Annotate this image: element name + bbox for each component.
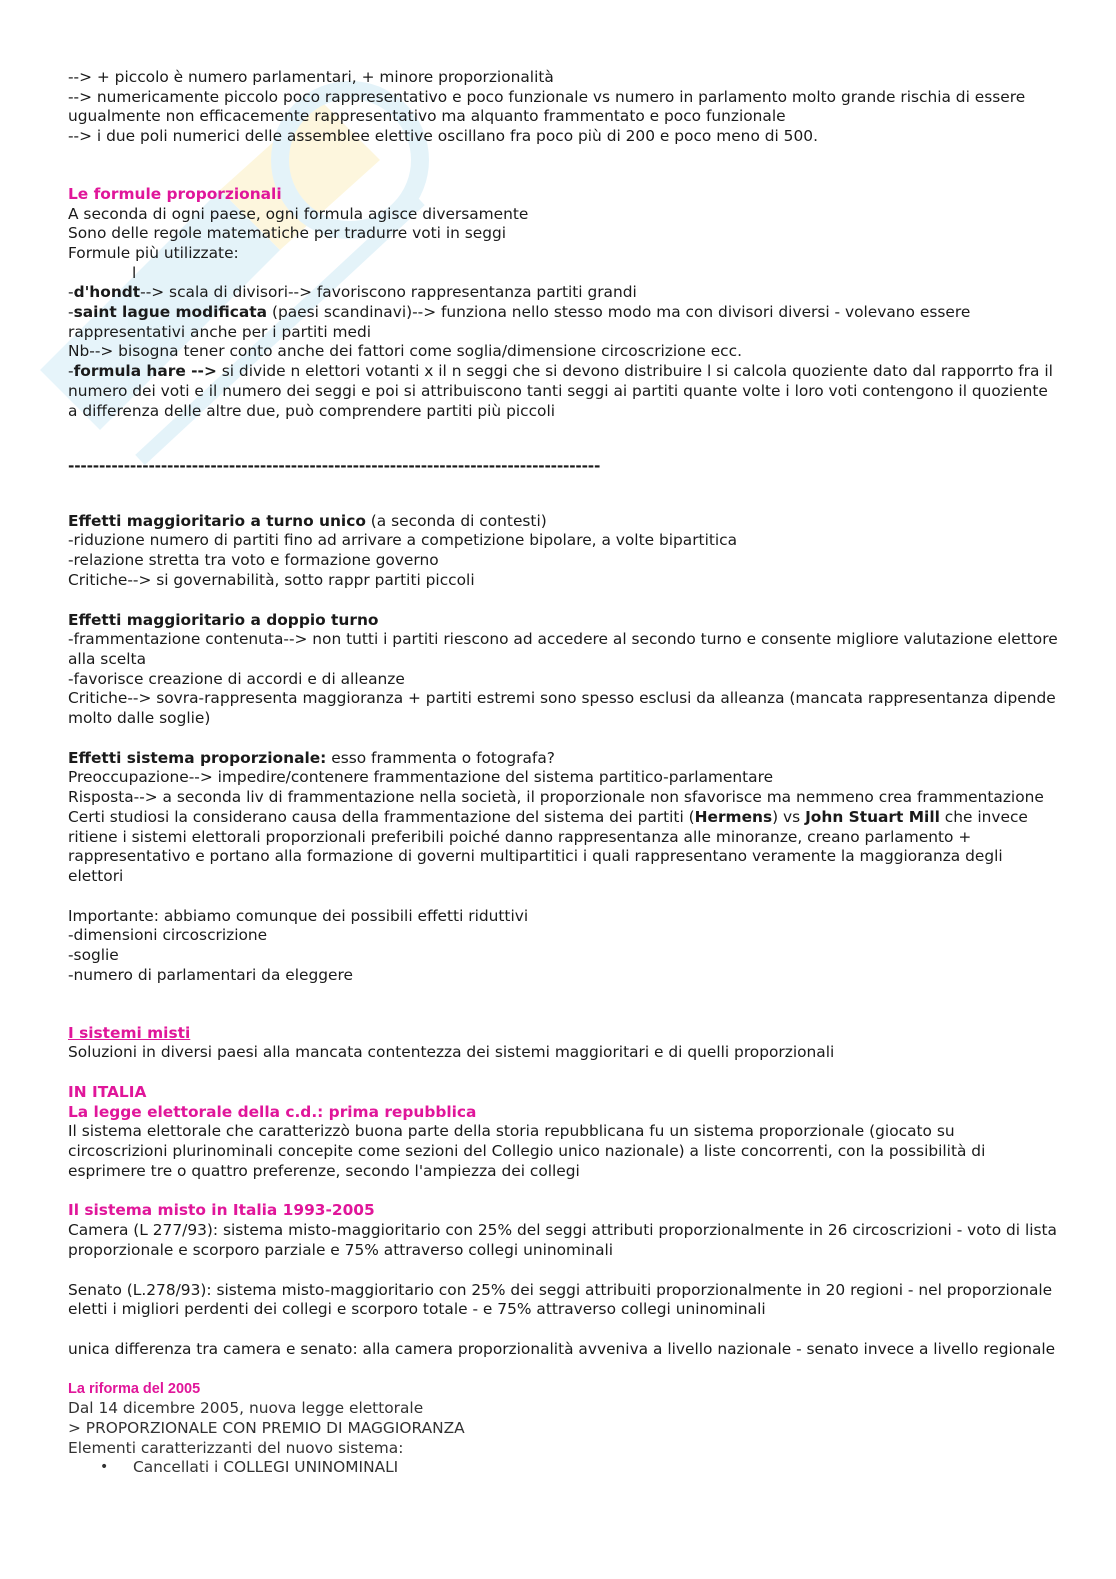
text-line: a differenza delle altre due, può comprendere partiti più piccoli [68,401,556,420]
text-line: -favorisce creazione di accordi e di alleanze [68,669,405,688]
formula-dhondt: -d'hondt--> scala di divisori--> favoriscono rappresentanza partiti grandi [68,283,637,302]
section-title: La riforma del 2005 [68,1380,201,1397]
section-heading: Effetti maggioritario a doppio turno [68,610,379,629]
intro-section [68,68,1058,147]
section-title: I sistemi misti [68,1023,191,1042]
formula-hare: -formula hare --> si divide n elettori votanti x il n seggi che si devono distribuire l si calcola quoziente dato dal rapporrto fra il numero dei voti e il numero dei seggi e poi si attribuiscono tanti seggi ai partiti quante volte i loro voti contengono il quoziente [68,362,1053,400]
intro-line: --> i due poli numerici delle assemblee elettive oscillano fra poco più di 200 e poco meno di 500. [68,127,818,146]
proporzionale-section [68,749,1058,887]
text-line: > PROPORZIONALE CON PREMIO DI MAGGIORANZA [68,1419,465,1438]
turno-unico-section [68,512,1058,591]
text-line: l [132,263,137,282]
text-line: Soluzioni in diversi paesi alla mancata contentezza dei sistemi maggioritari e di quelli proporzionali [68,1043,835,1062]
list-item [68,1458,1058,1478]
section-heading: Effetti maggioritario a turno unico (a seconda di contesti) [68,511,547,530]
text-line: Formule più utilizzate: [68,243,239,262]
riforma-section [68,1380,1058,1479]
text-line: Il sistema elettorale che caratterizzò buona parte della storia repubblicana fu un sistema proporzionale (giocato su circoscrizioni plurinominali concepite come sezioni del Collegio unico nazionale) a liste concorrenti, con la possibilità di esprimere tre o quattro preferenze, secondo l'ampiezza dei collegi [68,1122,986,1180]
formula-saint-lague: -saint lague modificata (paesi scandinavi)--> funziona nello stesso modo ma con divisori diversi - volevano essere rappresentativi anche per i partiti medi [68,303,971,341]
text-line: -numero di parlamentari da eleggere [68,965,353,984]
separator-line: -------------------------------------------------------------------------------------- [68,456,601,475]
formule-section [68,185,1058,421]
text-line: Preoccupazione--> impedire/contenere frammentazione del sistema partitico-parlamentare [68,768,774,787]
text-line: Critiche--> si governabilità, sotto rappr partiti piccoli [68,570,475,589]
section-heading: Effetti sistema proporzionale: esso frammenta o fotografa? [68,748,555,767]
intro-line: --> numericamente piccolo poco rappresentativo e poco funzionale vs numero in parlamento molto grande rischia di essere ugualmente non efficacemente rappresentativo ma alquanto frammentato e poco funzionale [68,87,1026,126]
misti-section [68,1024,1058,1063]
text-line: Senato (L.278/93): sistema misto-maggioritario con 25% dei seggi attribuiti proporzionalmente in 20 regioni - nel proporzionale eletti i migliori perdenti dei collegi e scorporo totale - e 75% attraverso collegi uninominali [68,1280,1053,1319]
text-line: Risposta--> a seconda liv di frammentazione nella società, il proporzionale non sfavorisce ma nemmeno crea frammentazione [68,788,1044,807]
text-line: Critiche--> sovra-rappresenta maggioranza + partiti estremi sono spesso esclusi da alleanza (mancata rappresentanza dipende molto dalle soglie) [68,689,1056,728]
importante-section [68,907,1058,986]
text-line: Elementi caratterizzanti del nuovo sistema: [68,1438,404,1457]
text-line: Sono delle regole matematiche per tradurre voti in seggi [68,224,507,243]
text-line: unica differenza tra camera e senato: alla camera proporzionalità avveniva a livello nazionale - senato invece a livello regionale [68,1339,1056,1358]
text-line: Camera (L 277/93): sistema misto-maggioritario con 25% del seggi attributi proporzionalmente in 26 circoscrizioni - voto di lista proporzionale e scorporo parziale e 75% attraverso collegi uninominali [68,1221,1057,1259]
text-line: Nb--> bisogna tener conto anche dei fattori come soglia/dimensione circoscrizione ecc. [68,342,742,361]
italia-section [68,1083,1058,1182]
text-line: -dimensioni circoscrizione [68,926,268,945]
section-title: Le formule proporzionali [68,184,282,203]
intro-line: --> + piccolo è numero parlamentari, + minore proporzionalità [68,68,554,86]
section-title: IN ITALIA [68,1082,147,1101]
text-line: A seconda di ogni paese, ogni formula agisce diversamente [68,204,529,223]
text-line: -relazione stretta tra voto e formazione governo [68,551,439,570]
section-subtitle: La legge elettorale della c.d.: prima repubblica [68,1102,477,1121]
bullet-icon: • [100,1459,109,1476]
misto-italia-section [68,1201,1058,1359]
text-line: -frammentazione contenuta--> non tutti i partiti riescono ad accedere al secondo turno e consente migliore valutazione elettore alla scelta [68,630,1058,668]
text-line: -riduzione numero di partiti fino ad arrivare a competizione bipolare, a volte bipartitica [68,531,738,550]
list-item-text: Cancellati i COLLEGI UNINOMINALI [133,1458,399,1477]
text-line: -soglie [68,946,119,965]
text-line: Importante: abbiamo comunque dei possibili effetti riduttivi [68,906,529,925]
doppio-turno-section [68,611,1058,729]
document-page [68,68,1058,1478]
section-title: Il sistema misto in Italia 1993-2005 [68,1201,375,1220]
text-line: Certi studiosi la considerano causa della frammentazione del sistema dei partiti (Hermens) vs John Stuart Mill che invece ritiene i sistemi elettorali proporzionali preferibili poiché danno rappresentanza alle minoranze, creano parlamento + rappresentativo e portano alla formazione di governi multipartitici i quali rappresentano veramente la maggioranza degli elettori [68,807,1028,885]
text-line: Dal 14 dicembre 2005, nuova legge elettorale [68,1399,424,1418]
